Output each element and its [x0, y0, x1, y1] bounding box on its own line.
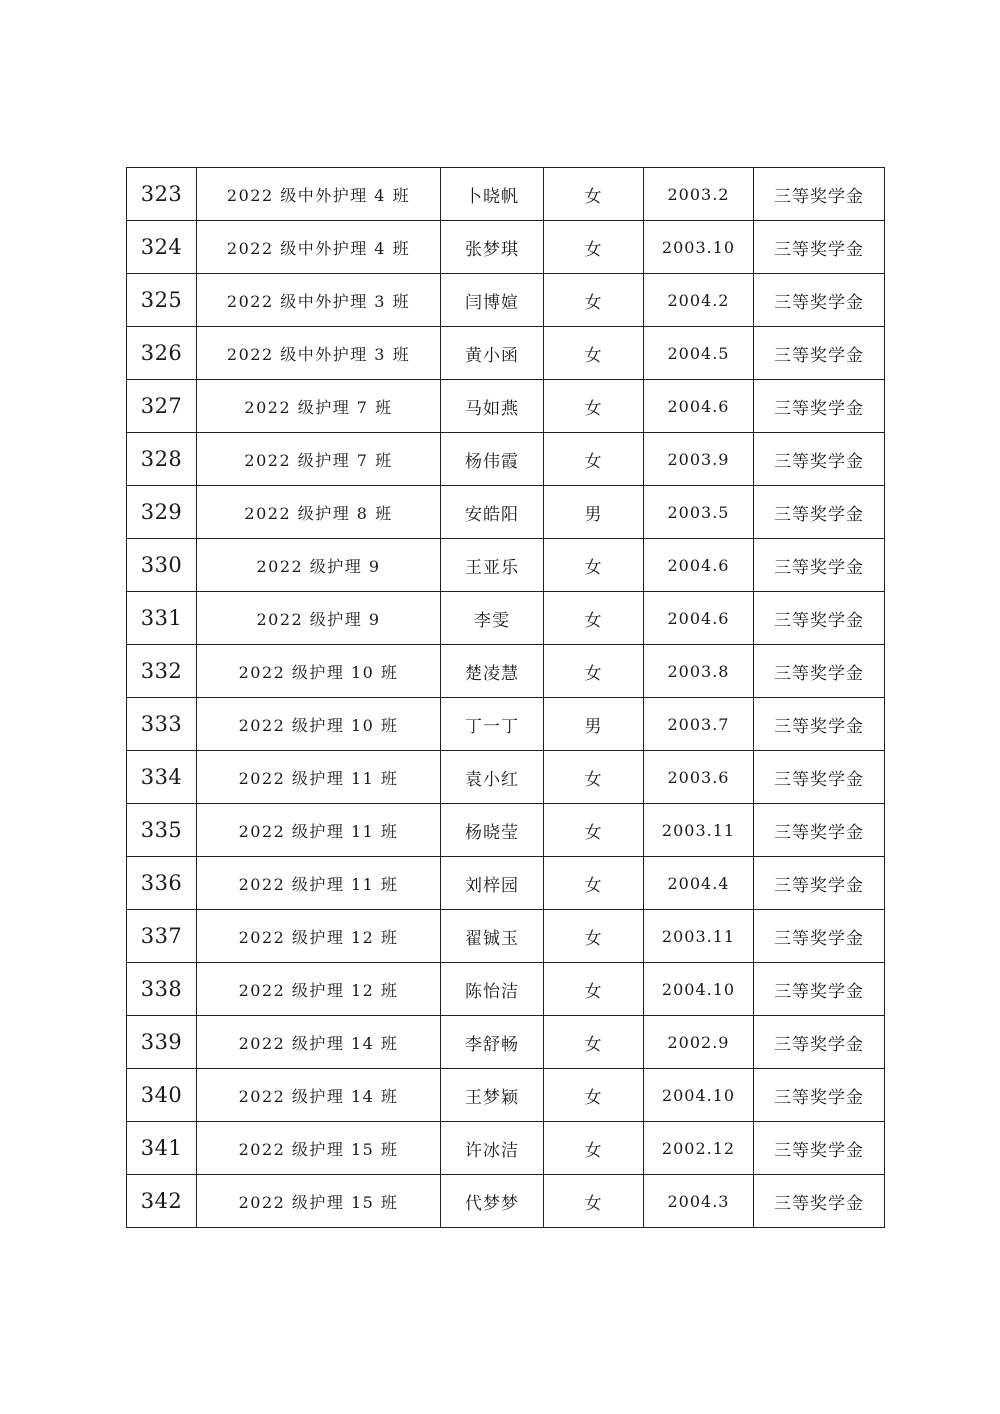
- gender-cell: 女: [544, 1122, 644, 1175]
- birth-date-cell: 2003.11: [644, 910, 754, 963]
- student-name-cell: 王梦颖: [441, 1069, 544, 1122]
- gender-cell: 女: [544, 1016, 644, 1069]
- gender-cell: 男: [544, 698, 644, 751]
- class-cell: 2022 级护理 11 班: [197, 751, 441, 804]
- row-number-cell: 327: [127, 380, 197, 433]
- student-name-cell: 袁小红: [441, 751, 544, 804]
- gender-cell: 女: [544, 857, 644, 910]
- student-name-cell: 陈怡洁: [441, 963, 544, 1016]
- award-cell: 三等奖学金: [754, 1016, 885, 1069]
- class-cell: 2022 级护理 7 班: [197, 433, 441, 486]
- row-number-cell: 336: [127, 857, 197, 910]
- class-cell: 2022 级护理 9: [197, 592, 441, 645]
- gender-cell: 男: [544, 486, 644, 539]
- roster-body: [127, 168, 885, 1228]
- row-number-cell: 340: [127, 1069, 197, 1122]
- student-name-cell: 刘梓园: [441, 857, 544, 910]
- birth-date-cell: 2004.6: [644, 592, 754, 645]
- row-number-cell: 341: [127, 1122, 197, 1175]
- birth-date-cell: 2003.2: [644, 168, 754, 221]
- award-cell: 三等奖学金: [754, 274, 885, 327]
- class-cell: 2022 级护理 12 班: [197, 963, 441, 1016]
- birth-date-cell: 2004.3: [644, 1175, 754, 1228]
- birth-date-cell: 2004.6: [644, 539, 754, 592]
- birth-date-cell: 2003.11: [644, 804, 754, 857]
- table-row: [127, 857, 885, 910]
- student-name-cell: 李雯: [441, 592, 544, 645]
- table-row: [127, 1175, 885, 1228]
- student-name-cell: 丁一丁: [441, 698, 544, 751]
- row-number-cell: 332: [127, 645, 197, 698]
- gender-cell: 女: [544, 751, 644, 804]
- student-name-cell: 李舒畅: [441, 1016, 544, 1069]
- table-row: [127, 539, 885, 592]
- student-name-cell: 许冰洁: [441, 1122, 544, 1175]
- gender-cell: 女: [544, 327, 644, 380]
- birth-date-cell: 2004.2: [644, 274, 754, 327]
- gender-cell: 女: [544, 221, 644, 274]
- award-cell: 三等奖学金: [754, 221, 885, 274]
- row-number-cell: 335: [127, 804, 197, 857]
- class-cell: 2022 级护理 11 班: [197, 804, 441, 857]
- birth-date-cell: 2004.10: [644, 1069, 754, 1122]
- award-cell: 三等奖学金: [754, 857, 885, 910]
- award-cell: 三等奖学金: [754, 910, 885, 963]
- table-row: [127, 486, 885, 539]
- gender-cell: 女: [544, 1175, 644, 1228]
- student-name-cell: 杨伟霞: [441, 433, 544, 486]
- row-number-cell: 333: [127, 698, 197, 751]
- class-cell: 2022 级护理 14 班: [197, 1016, 441, 1069]
- birth-date-cell: 2004.10: [644, 963, 754, 1016]
- table-row: [127, 804, 885, 857]
- class-cell: 2022 级护理 7 班: [197, 380, 441, 433]
- class-cell: 2022 级护理 15 班: [197, 1175, 441, 1228]
- gender-cell: 女: [544, 645, 644, 698]
- award-cell: 三等奖学金: [754, 963, 885, 1016]
- gender-cell: 女: [544, 380, 644, 433]
- table-row: [127, 433, 885, 486]
- birth-date-cell: 2004.5: [644, 327, 754, 380]
- birth-date-cell: 2003.8: [644, 645, 754, 698]
- row-number-cell: 331: [127, 592, 197, 645]
- gender-cell: 女: [544, 539, 644, 592]
- table-row: [127, 380, 885, 433]
- table-row: [127, 168, 885, 221]
- table-row: [127, 221, 885, 274]
- row-number-cell: 339: [127, 1016, 197, 1069]
- class-cell: 2022 级中外护理 3 班: [197, 327, 441, 380]
- birth-date-cell: 2004.4: [644, 857, 754, 910]
- table-row: [127, 698, 885, 751]
- row-number-cell: 330: [127, 539, 197, 592]
- gender-cell: 女: [544, 433, 644, 486]
- award-cell: 三等奖学金: [754, 592, 885, 645]
- class-cell: 2022 级护理 11 班: [197, 857, 441, 910]
- table-row: [127, 910, 885, 963]
- class-cell: 2022 级护理 14 班: [197, 1069, 441, 1122]
- class-cell: 2022 级护理 12 班: [197, 910, 441, 963]
- award-cell: 三等奖学金: [754, 1122, 885, 1175]
- table-row: [127, 1069, 885, 1122]
- student-name-cell: 黄小函: [441, 327, 544, 380]
- birth-date-cell: 2003.6: [644, 751, 754, 804]
- birth-date-cell: 2003.10: [644, 221, 754, 274]
- gender-cell: 女: [544, 274, 644, 327]
- row-number-cell: 326: [127, 327, 197, 380]
- class-cell: 2022 级中外护理 3 班: [197, 274, 441, 327]
- award-cell: 三等奖学金: [754, 751, 885, 804]
- gender-cell: 女: [544, 1069, 644, 1122]
- row-number-cell: 325: [127, 274, 197, 327]
- award-cell: 三等奖学金: [754, 380, 885, 433]
- class-cell: 2022 级护理 9: [197, 539, 441, 592]
- student-name-cell: 楚凌慧: [441, 645, 544, 698]
- birth-date-cell: 2003.7: [644, 698, 754, 751]
- birth-date-cell: 2004.6: [644, 380, 754, 433]
- award-cell: 三等奖学金: [754, 168, 885, 221]
- class-cell: 2022 级中外护理 4 班: [197, 168, 441, 221]
- row-number-cell: 334: [127, 751, 197, 804]
- student-name-cell: 张梦琪: [441, 221, 544, 274]
- class-cell: 2022 级护理 10 班: [197, 645, 441, 698]
- row-number-cell: 324: [127, 221, 197, 274]
- table-row: [127, 963, 885, 1016]
- table-row: [127, 1016, 885, 1069]
- student-name-cell: 闫博媗: [441, 274, 544, 327]
- class-cell: 2022 级护理 15 班: [197, 1122, 441, 1175]
- birth-date-cell: 2003.9: [644, 433, 754, 486]
- birth-date-cell: 2002.9: [644, 1016, 754, 1069]
- award-cell: 三等奖学金: [754, 1069, 885, 1122]
- row-number-cell: 337: [127, 910, 197, 963]
- row-number-cell: 342: [127, 1175, 197, 1228]
- student-name-cell: 卜晓帆: [441, 168, 544, 221]
- student-name-cell: 安皓阳: [441, 486, 544, 539]
- award-cell: 三等奖学金: [754, 327, 885, 380]
- gender-cell: 女: [544, 168, 644, 221]
- table-row: [127, 327, 885, 380]
- birth-date-cell: 2003.5: [644, 486, 754, 539]
- table-row: [127, 1122, 885, 1175]
- table-row: [127, 274, 885, 327]
- award-cell: 三等奖学金: [754, 433, 885, 486]
- row-number-cell: 338: [127, 963, 197, 1016]
- student-name-cell: 代梦梦: [441, 1175, 544, 1228]
- student-name-cell: 王亚乐: [441, 539, 544, 592]
- birth-date-cell: 2002.12: [644, 1122, 754, 1175]
- award-cell: 三等奖学金: [754, 698, 885, 751]
- award-cell: 三等奖学金: [754, 645, 885, 698]
- student-name-cell: 翟铖玉: [441, 910, 544, 963]
- gender-cell: 女: [544, 963, 644, 1016]
- award-cell: 三等奖学金: [754, 486, 885, 539]
- class-cell: 2022 级护理 10 班: [197, 698, 441, 751]
- gender-cell: 女: [544, 592, 644, 645]
- student-name-cell: 杨晓莹: [441, 804, 544, 857]
- table-row: [127, 751, 885, 804]
- award-cell: 三等奖学金: [754, 804, 885, 857]
- table-row: [127, 592, 885, 645]
- award-cell: 三等奖学金: [754, 1175, 885, 1228]
- row-number-cell: 328: [127, 433, 197, 486]
- award-cell: 三等奖学金: [754, 539, 885, 592]
- gender-cell: 女: [544, 910, 644, 963]
- class-cell: 2022 级中外护理 4 班: [197, 221, 441, 274]
- student-name-cell: 马如燕: [441, 380, 544, 433]
- gender-cell: 女: [544, 804, 644, 857]
- scholarship-roster-table: [126, 167, 885, 1228]
- class-cell: 2022 级护理 8 班: [197, 486, 441, 539]
- row-number-cell: 329: [127, 486, 197, 539]
- table-row: [127, 645, 885, 698]
- row-number-cell: 323: [127, 168, 197, 221]
